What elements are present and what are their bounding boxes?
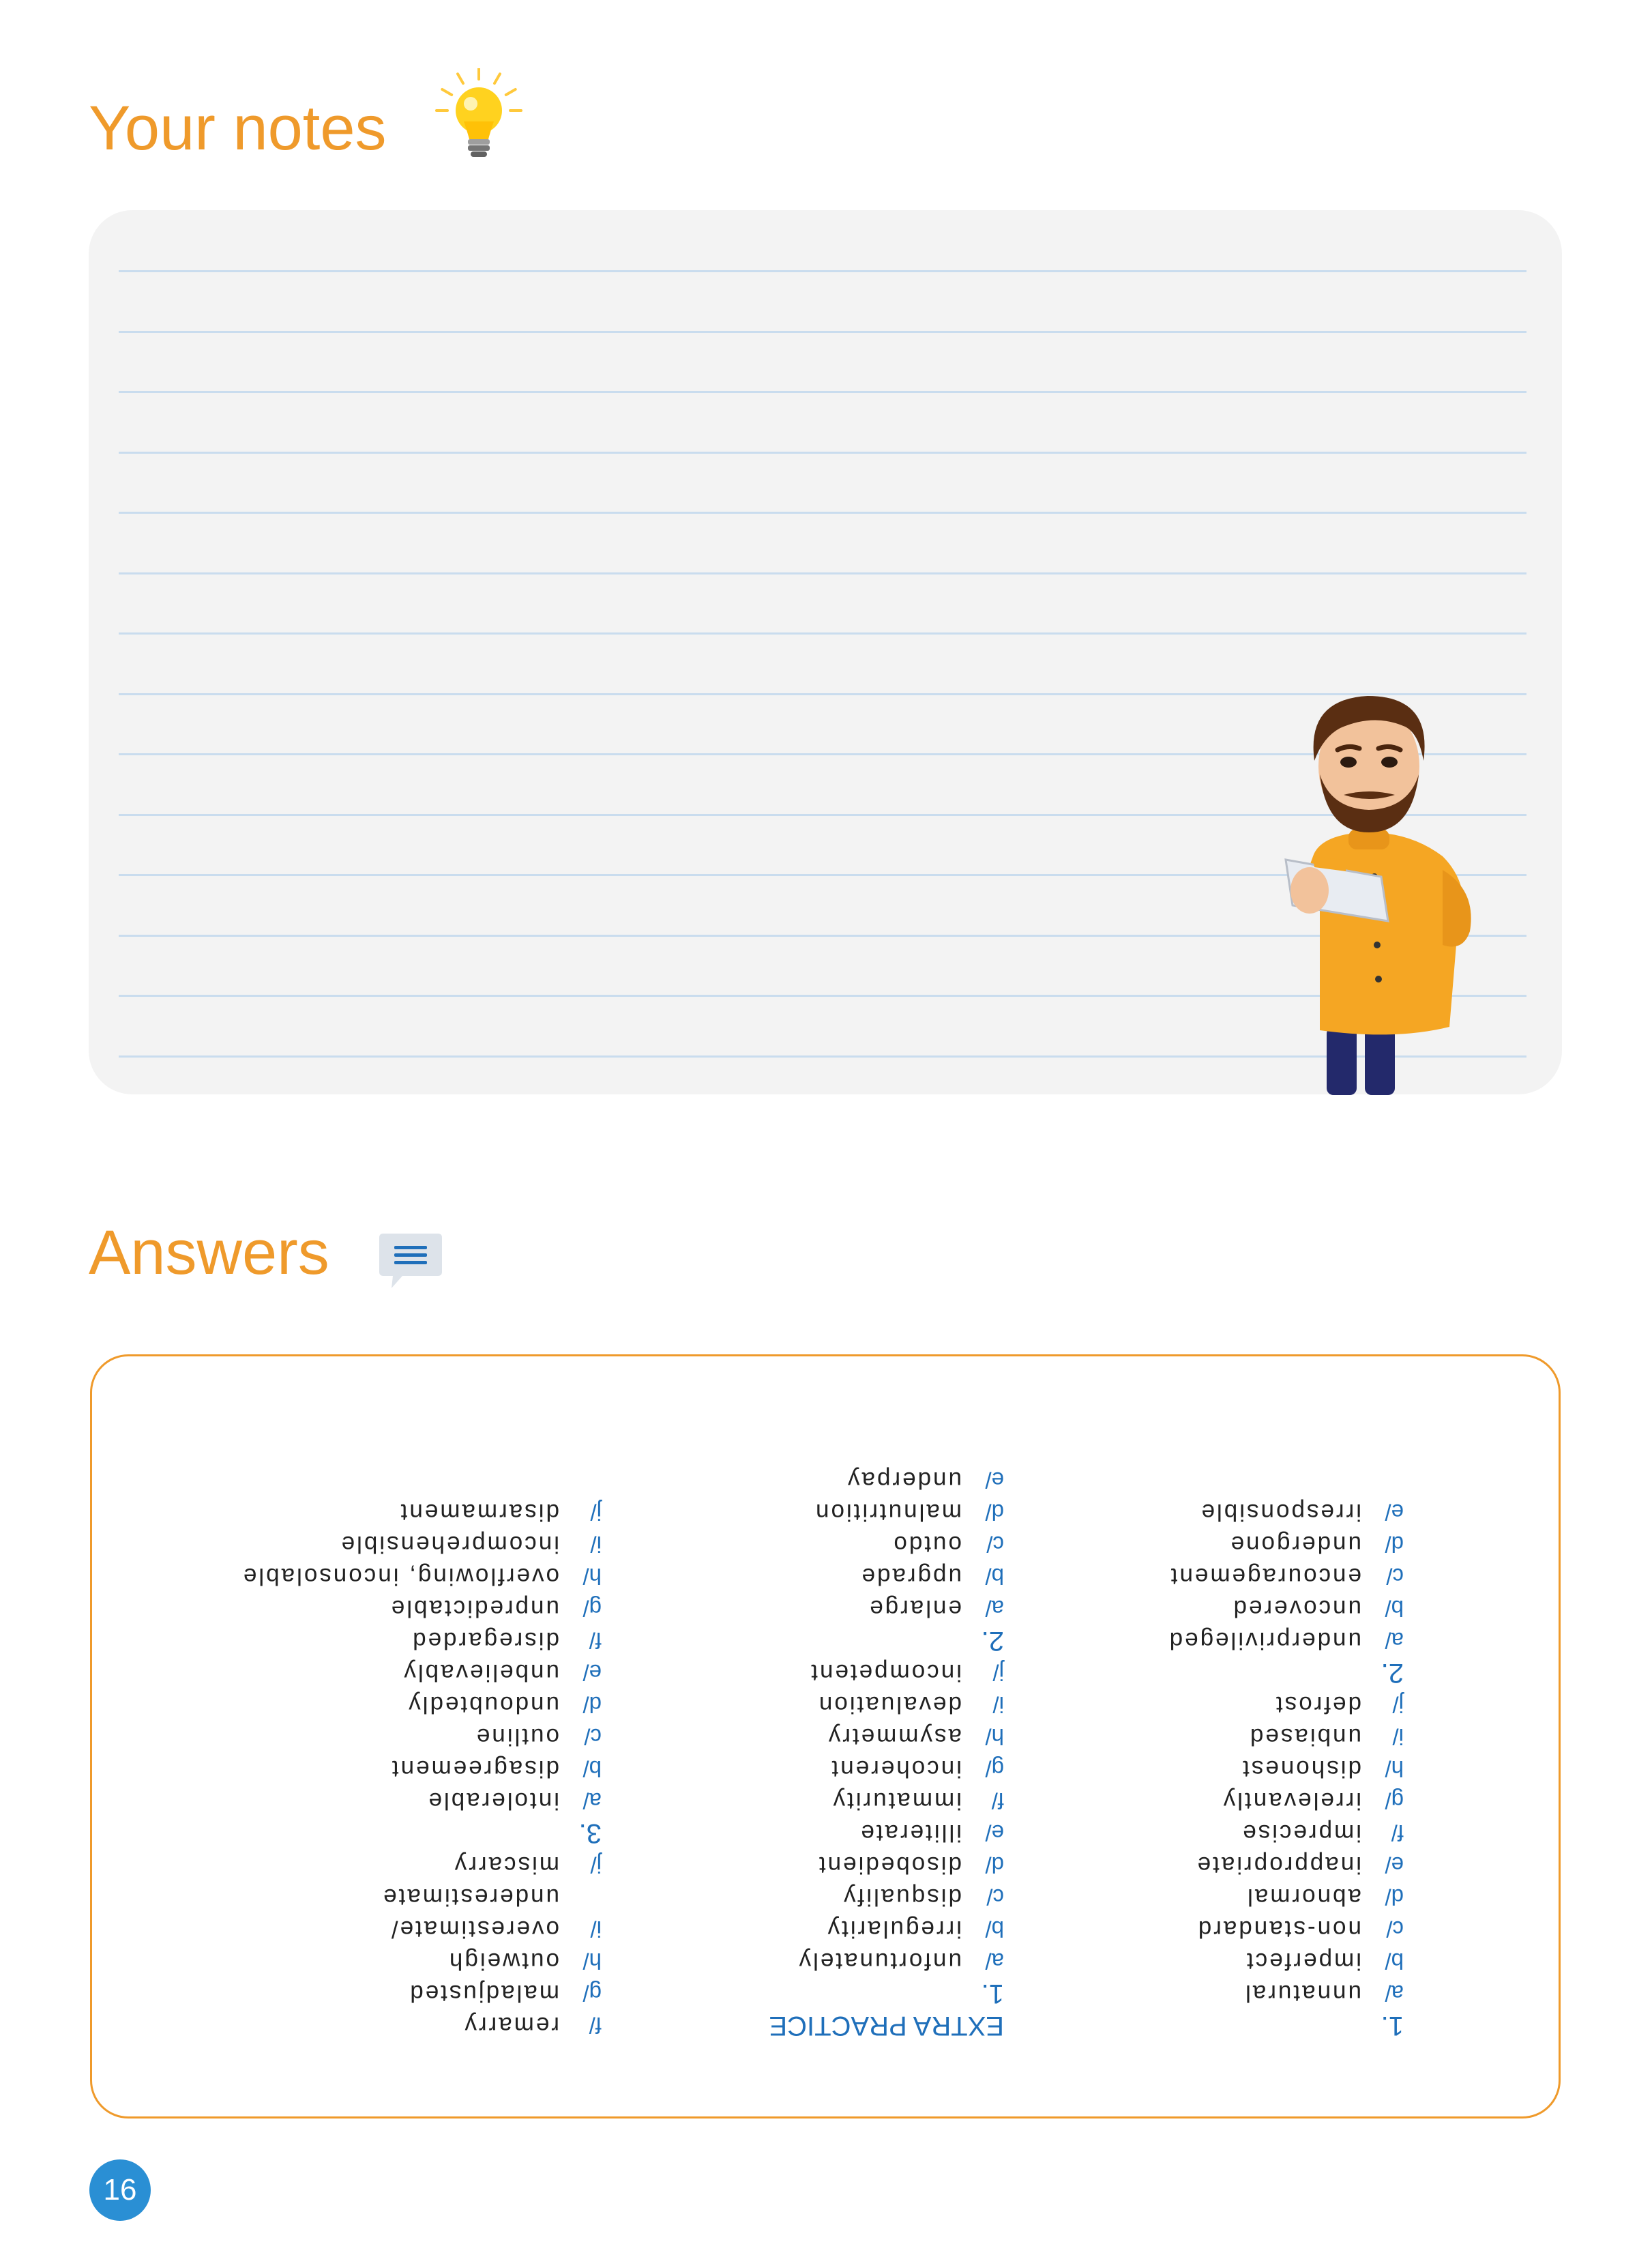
answer-item xyxy=(769,1528,1004,1560)
answer-word: undoubtedly xyxy=(407,1691,559,1718)
answer-letter: g/ xyxy=(985,1756,1004,1781)
answer-letter: j/ xyxy=(992,1660,1004,1685)
answer-word: imprecise xyxy=(1241,1820,1361,1846)
answer-letter: f/ xyxy=(589,2013,602,2038)
answer-item xyxy=(769,1849,1004,1881)
answer-item xyxy=(1168,1721,1404,1753)
answer-word: unpredictable xyxy=(389,1595,559,1622)
answer-word: maladjusted xyxy=(408,1980,559,2007)
answer-item xyxy=(1168,1913,1404,1945)
answer-word: devaluation xyxy=(816,1691,962,1718)
answer-item xyxy=(1168,1753,1404,1785)
ruled-line xyxy=(119,270,1526,272)
answer-item xyxy=(241,1881,602,1913)
answer-word: disobedient xyxy=(816,1852,962,1878)
answer-word: dishonest xyxy=(1241,1756,1361,1782)
answer-letter: e/ xyxy=(1385,1852,1404,1878)
answer-letter: b/ xyxy=(985,1564,1004,1589)
page-number-badge: 16 xyxy=(89,2159,151,2221)
answer-word: incomprehensible xyxy=(339,1531,559,1558)
answer-word: overestimate/ xyxy=(389,1916,559,1942)
answer-word: miscarry xyxy=(452,1852,559,1878)
answer-item xyxy=(241,1625,602,1657)
answer-item xyxy=(241,1945,602,1977)
ruled-line xyxy=(119,632,1526,635)
answer-word: undergone xyxy=(1228,1531,1361,1558)
answer-item xyxy=(769,1785,1004,1817)
answer-word: unbiased xyxy=(1248,1723,1361,1750)
answer-word: incoherent xyxy=(829,1756,962,1782)
answer-heading: EXTRA PRACTICE xyxy=(769,2011,1004,2041)
answer-item xyxy=(241,1657,602,1689)
answer-item xyxy=(241,1592,602,1625)
answer-word: outline xyxy=(474,1723,559,1750)
answer-item xyxy=(1168,1977,1404,2009)
answer-item xyxy=(769,1689,1004,1721)
answer-letter: a/ xyxy=(582,1788,602,1814)
answer-item xyxy=(241,2009,602,2041)
answer-word: encouragement xyxy=(1168,1563,1361,1590)
answer-word: irregularity xyxy=(825,1916,962,1942)
answer-word: incompetent xyxy=(809,1659,962,1686)
answer-letter: c/ xyxy=(1386,1917,1404,1942)
answer-item xyxy=(1168,1849,1404,1881)
answer-item xyxy=(241,1913,602,1945)
answer-letter: i/ xyxy=(590,1532,602,1557)
answer-letter: a/ xyxy=(985,1596,1004,1621)
answer-letter: b/ xyxy=(582,1756,602,1781)
answer-word: abnormal xyxy=(1245,1884,1361,1910)
answer-letter: h/ xyxy=(985,1724,1004,1749)
ruled-line xyxy=(119,512,1526,514)
answer-item xyxy=(769,1817,1004,1849)
answer-item xyxy=(1168,1560,1404,1592)
answer-word: remarry xyxy=(462,2012,559,2039)
answer-letter: f/ xyxy=(1391,1820,1404,1846)
answer-item xyxy=(769,1881,1004,1913)
answer-letter: a/ xyxy=(985,1949,1004,1974)
answer-word: intolerable xyxy=(426,1788,559,1814)
answer-letter: g/ xyxy=(582,1981,602,2006)
chat-bubble-icon xyxy=(377,1228,445,1296)
answer-item xyxy=(1168,1881,1404,1913)
ruled-line xyxy=(119,331,1526,333)
character-illustration xyxy=(1272,686,1497,1095)
answer-letter: b/ xyxy=(1385,1949,1404,1974)
answer-item xyxy=(769,1464,1004,1496)
answer-item xyxy=(241,1689,602,1721)
answers-title: Answers xyxy=(89,1218,329,1287)
answer-word: defrost xyxy=(1274,1691,1361,1718)
answer-letter: g/ xyxy=(1385,1788,1404,1814)
answer-word: outdo xyxy=(891,1531,962,1558)
answer-letter: d/ xyxy=(582,1692,602,1717)
answer-letter: b/ xyxy=(1385,1596,1404,1621)
answer-letter: c/ xyxy=(1386,1564,1404,1589)
answer-heading: 1. xyxy=(1381,2011,1404,2041)
answers-column-3 xyxy=(241,1496,602,2041)
answer-letter: d/ xyxy=(985,1852,1004,1878)
answer-letter: e/ xyxy=(985,1468,1004,1493)
answer-letter: a/ xyxy=(1385,1628,1404,1653)
answer-item xyxy=(769,1496,1004,1528)
answer-item xyxy=(241,1721,602,1753)
answer-letter: c/ xyxy=(986,1532,1004,1557)
answer-item xyxy=(241,1753,602,1785)
answer-word: underprivileged xyxy=(1167,1627,1361,1654)
answer-word: enlarge xyxy=(868,1595,962,1622)
answer-item xyxy=(241,1528,602,1560)
answer-item xyxy=(769,1592,1004,1625)
answer-word: immaturity xyxy=(831,1788,962,1814)
answer-letter: i/ xyxy=(1392,1724,1404,1749)
answer-letter: f/ xyxy=(991,1788,1004,1814)
answer-letter: j/ xyxy=(590,1852,602,1878)
answer-heading: 2. xyxy=(1381,1658,1404,1688)
answer-letter: j/ xyxy=(590,1500,602,1525)
answer-letter: i/ xyxy=(590,1917,602,1942)
answer-word: non-standard xyxy=(1196,1916,1361,1942)
answer-heading: 3. xyxy=(578,1818,602,1848)
answer-item xyxy=(241,1849,602,1881)
answer-word: disagreement xyxy=(389,1756,559,1782)
answer-item xyxy=(1168,1528,1404,1560)
answer-letter: j/ xyxy=(1392,1692,1404,1717)
answer-word: inappropriate xyxy=(1195,1852,1361,1878)
answer-item xyxy=(1168,1625,1404,1657)
answer-letter: h/ xyxy=(1385,1756,1404,1781)
answer-item xyxy=(1168,1817,1404,1849)
answer-letter: d/ xyxy=(1385,1532,1404,1557)
answer-item xyxy=(1168,1785,1404,1817)
answer-word: disqualify xyxy=(842,1884,962,1910)
answer-item xyxy=(241,1496,602,1528)
answer-word: disarmament xyxy=(398,1499,559,1526)
answer-letter: e/ xyxy=(1385,1500,1404,1525)
answer-item xyxy=(241,1977,602,2009)
answer-letter: h/ xyxy=(582,1564,602,1589)
answer-word: illiterate xyxy=(859,1820,962,1846)
ruled-line xyxy=(119,391,1526,393)
answer-letter: e/ xyxy=(582,1660,602,1685)
upside-down-answers xyxy=(92,1356,1559,2116)
ruled-line xyxy=(119,572,1526,574)
answer-word: upgrade xyxy=(859,1563,962,1590)
ruled-line xyxy=(119,452,1526,454)
answer-word: outweigh xyxy=(447,1948,559,1975)
answer-word: irresponsible xyxy=(1199,1499,1361,1526)
answer-word: underestimate xyxy=(381,1884,559,1910)
answer-heading: 2. xyxy=(981,1626,1004,1656)
answer-word: overflowing, inconsolable xyxy=(241,1563,559,1590)
answer-letter: c/ xyxy=(986,1884,1004,1910)
answer-word: asymmetry xyxy=(826,1723,962,1750)
answer-heading: 1. xyxy=(981,1979,1004,2009)
answer-word: unnatural xyxy=(1243,1980,1361,2007)
answer-word: unbelievably xyxy=(402,1659,559,1686)
answer-letter: d/ xyxy=(1385,1884,1404,1910)
answer-item xyxy=(241,1785,602,1817)
answer-letter: e/ xyxy=(985,1820,1004,1846)
answers-box xyxy=(90,1354,1561,2118)
answer-letter: i/ xyxy=(992,1692,1004,1717)
answer-word: underpay xyxy=(846,1467,962,1494)
lightbulb-icon xyxy=(428,68,529,171)
answer-item xyxy=(769,1913,1004,1945)
answer-word: irrelevantly xyxy=(1221,1788,1361,1814)
answer-item xyxy=(769,1560,1004,1592)
answer-letter: b/ xyxy=(985,1917,1004,1942)
notes-title: Your notes xyxy=(89,93,387,163)
answer-letter: a/ xyxy=(1385,1981,1404,2006)
answer-item xyxy=(769,1657,1004,1689)
answer-item xyxy=(1168,1689,1404,1721)
answer-letter: d/ xyxy=(985,1500,1004,1525)
answer-item xyxy=(769,1721,1004,1753)
answer-word: disregarded xyxy=(411,1627,559,1654)
answer-item xyxy=(1168,1592,1404,1625)
answer-item xyxy=(769,1753,1004,1785)
answer-letter: h/ xyxy=(582,1949,602,1974)
answer-letter: g/ xyxy=(582,1596,602,1621)
answer-letter: c/ xyxy=(584,1724,602,1749)
answers-column-1 xyxy=(1168,1496,1404,2041)
answer-item xyxy=(769,1945,1004,1977)
answer-item xyxy=(1168,1945,1404,1977)
answer-word: imperfect xyxy=(1245,1948,1361,1975)
answer-letter: f/ xyxy=(589,1628,602,1653)
answer-word: unfortunately xyxy=(797,1948,962,1975)
answer-word: uncovered xyxy=(1231,1595,1361,1622)
answers-column-2 xyxy=(769,1464,1004,2041)
answer-word: malnutrition xyxy=(814,1499,962,1526)
answer-item xyxy=(241,1560,602,1592)
answer-item xyxy=(1168,1496,1404,1528)
